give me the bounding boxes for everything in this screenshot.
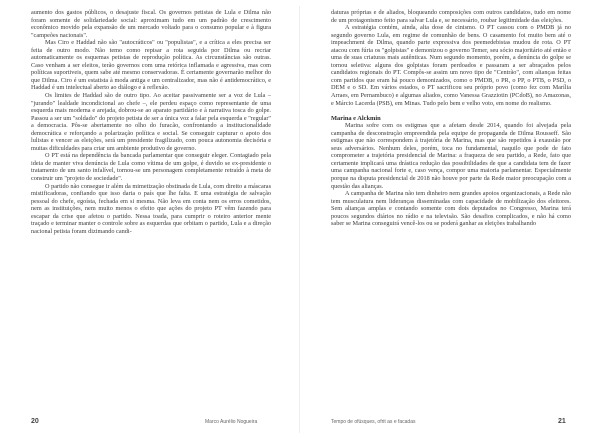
page-gutter xyxy=(299,6,300,433)
left-page-number: 20 xyxy=(31,418,39,425)
right-running-head: Tempo de ofúsques, ofrit as e facadas xyxy=(331,419,416,425)
paragraph: O partido não consegue ir além da mimetização obstinada de Lula, com direito a máscaras mistificadoras, confiando que isso daria o país que lhe falta. E uma estratégia de salvação pessoal do chefe, egoísta, fechada em si mesma. Não leva em conta nem os erros cometidos, nem as instituições, nem muito menos o efeito que ações do projeto PT vêm fazendo para escapar da crise que afetou o partido. Nessa toada, para cumprir o roteiro anterior mente traçado e terminar manter o controle sobre as esquerdas que orbitam o partido, Lula e a direção nacional petista foram dizimando candi- xyxy=(31,182,271,235)
paragraph: O PT está na dependência da bancada parlamentar que conseguir eleger. Contagiado pela ideia de manter viva denúncia de Lula como vítima de um golpe, é duvido se ex-presidente o tratamento de um santo infalível, tornou-se um personagem completamente retraído à meta de construir um "projeto de sociedade". xyxy=(31,152,271,183)
paragraph: Marina sofre com os estigmas que a afetam desde 2014, quando foi alvejada pela campanha de desconstrução empreendida pela equipe de propaganda de Dilma Rousseff. São estigmas que não correspondem à trajetória de Marina, mas que são repetidos à exaustão por seus adversários. Nenhum deles, porém, toca no fundamental, naquilo que pode de fato comprometer a trajetória presidencial de Marina: a fraqueza de seu partido, a Rede, fato que certamente implicará uma drástica redução das possibilidades de que a candidata tem de fazer uma campanha nacional forte e, caso vença, compor uma maioria parlamentar. Especialmente porque na disputa presidencial de 2018 não houve por parte da Rede maior preocupação com a questão das alianças. xyxy=(331,122,571,190)
paragraph: A campanha de Marina não tem dinheiro nem grandes apoios organizacionais, a Rede não tem musculatura nem lideranças disseminadas com capacidade de mobilização dos eleitores. Sem alianças amplas e contando somente com dois deputados no Congresso, Marina terá poucos segundos diários no rádio e na televisão. São desafios complicados, e não há como saber se Marina conseguirá vencê-los ou se poderá ganhar as eleições trabalhando xyxy=(331,190,571,228)
right-page-number: 21 xyxy=(558,418,566,425)
paragraph: Mas Ciro e Haddad não são "autocráticos" ou "populistas", e a crítica a eles precisa ser feita de outro modo. Não temo como repisar a rota seguida por Dilma ou recriar automaticamente os esquemas petistas de reprodução política. As circunstâncias são outras. Caso venham a ser eleitos, terão governos com uma retórica inflamada e agressiva, mas com políticas suportiveis, quem sabe até mesmo conservadoras. É certamente governarão melhor do que Dilma. Ciro é um estatista à moda antiga e um centralizador, mas não é antidemocrático, e Haddad é um intelectual aberto ao diálogo e à reflexão. xyxy=(31,39,271,92)
left-page-text xyxy=(31,9,271,412)
section-heading: Marina e Alckmin xyxy=(331,114,381,122)
paragraph: A estratégia contém, ainda, alta dose de cinismo. O PT cassou com o PMDB já no segundo governo Lula, em regime de comunhão de bens. O casamento foi muito bem até o impeachment de Dilma, quando parte expressiva dos peemedebistas mudou de rota. O PT atacou com fúria os "golpistas" e demonizou o governo Temer, seu sócio majoritário até então e uma de suas criaturas mais autênticas. Num segundo momento, porém, a denúncia do golpe se tornou seletiva: alguns dos golpistas foram perdoados e passaram a ser abraçados pelos candidatos regionais do PT. Compôs-se assim um novo tipo de "Centrão", com alianças feitas com partidos que eram há pouco demonizados, como o PMDB, o PR, o PP, o PTB, o PSD, o DEM e o SD. Em vários estados, o PT sacrificou seu próprio povo (como fez com Marília Arraes, em Pernambuco) e algumas aliados, como Vanessa Grazziotin (PCdoB), no Amazonas, e Márcio Lacerda (PSB), em Minas. Tudo pelo bem e velho voto, em nome do realismo. xyxy=(331,24,571,107)
section-spacer xyxy=(331,107,571,115)
right-page-text xyxy=(331,9,571,412)
paragraph: Os limites de Haddad são de outro tipo. Ao aceitar passivamente ser a voz de Lula – "jurando" lealdade incondicional ao chefe –, ele perdeu espaço como representante de uma esquerda mais moderna e arejada, dobrou-se ao aparato partidário e à narrativa tosca do golpe. Passou a ser um "soldado" do projeto petista de ser a única voz a falar pela esquerda e "regular" a democracia. Pôs-se abertamente no olho do furacão, confrontando a institucionalidade democrática e reforçando a polarização política e social. Se conseguir capturar o apoio dos lulistas e vencer as eleições, será um presidente fragilizado, com pouca autonomia decisória e muitas dificuldades para criar um ambiente produtivo de governo. xyxy=(31,92,271,152)
paragraph: daturas próprias e de aliados, bloqueando composições com outros candidatos, tudo em nome de um protagonismo feito para salvar Lula e, se necessário, roubar legitimidade das eleições. xyxy=(331,9,571,24)
left-running-head: Marco Aurélio Nogueira xyxy=(205,419,258,425)
paragraph: aumento dos gastos públicos, o desajuste fiscal. Os governos petistas de Lula e Dilma não foram somente de solidariedade social: aproximam tudo em um padrão de crescimento econômico movido pela expansão de um mercado voltado para o consumo popular e à figura "campeões nacionais". xyxy=(31,9,271,39)
